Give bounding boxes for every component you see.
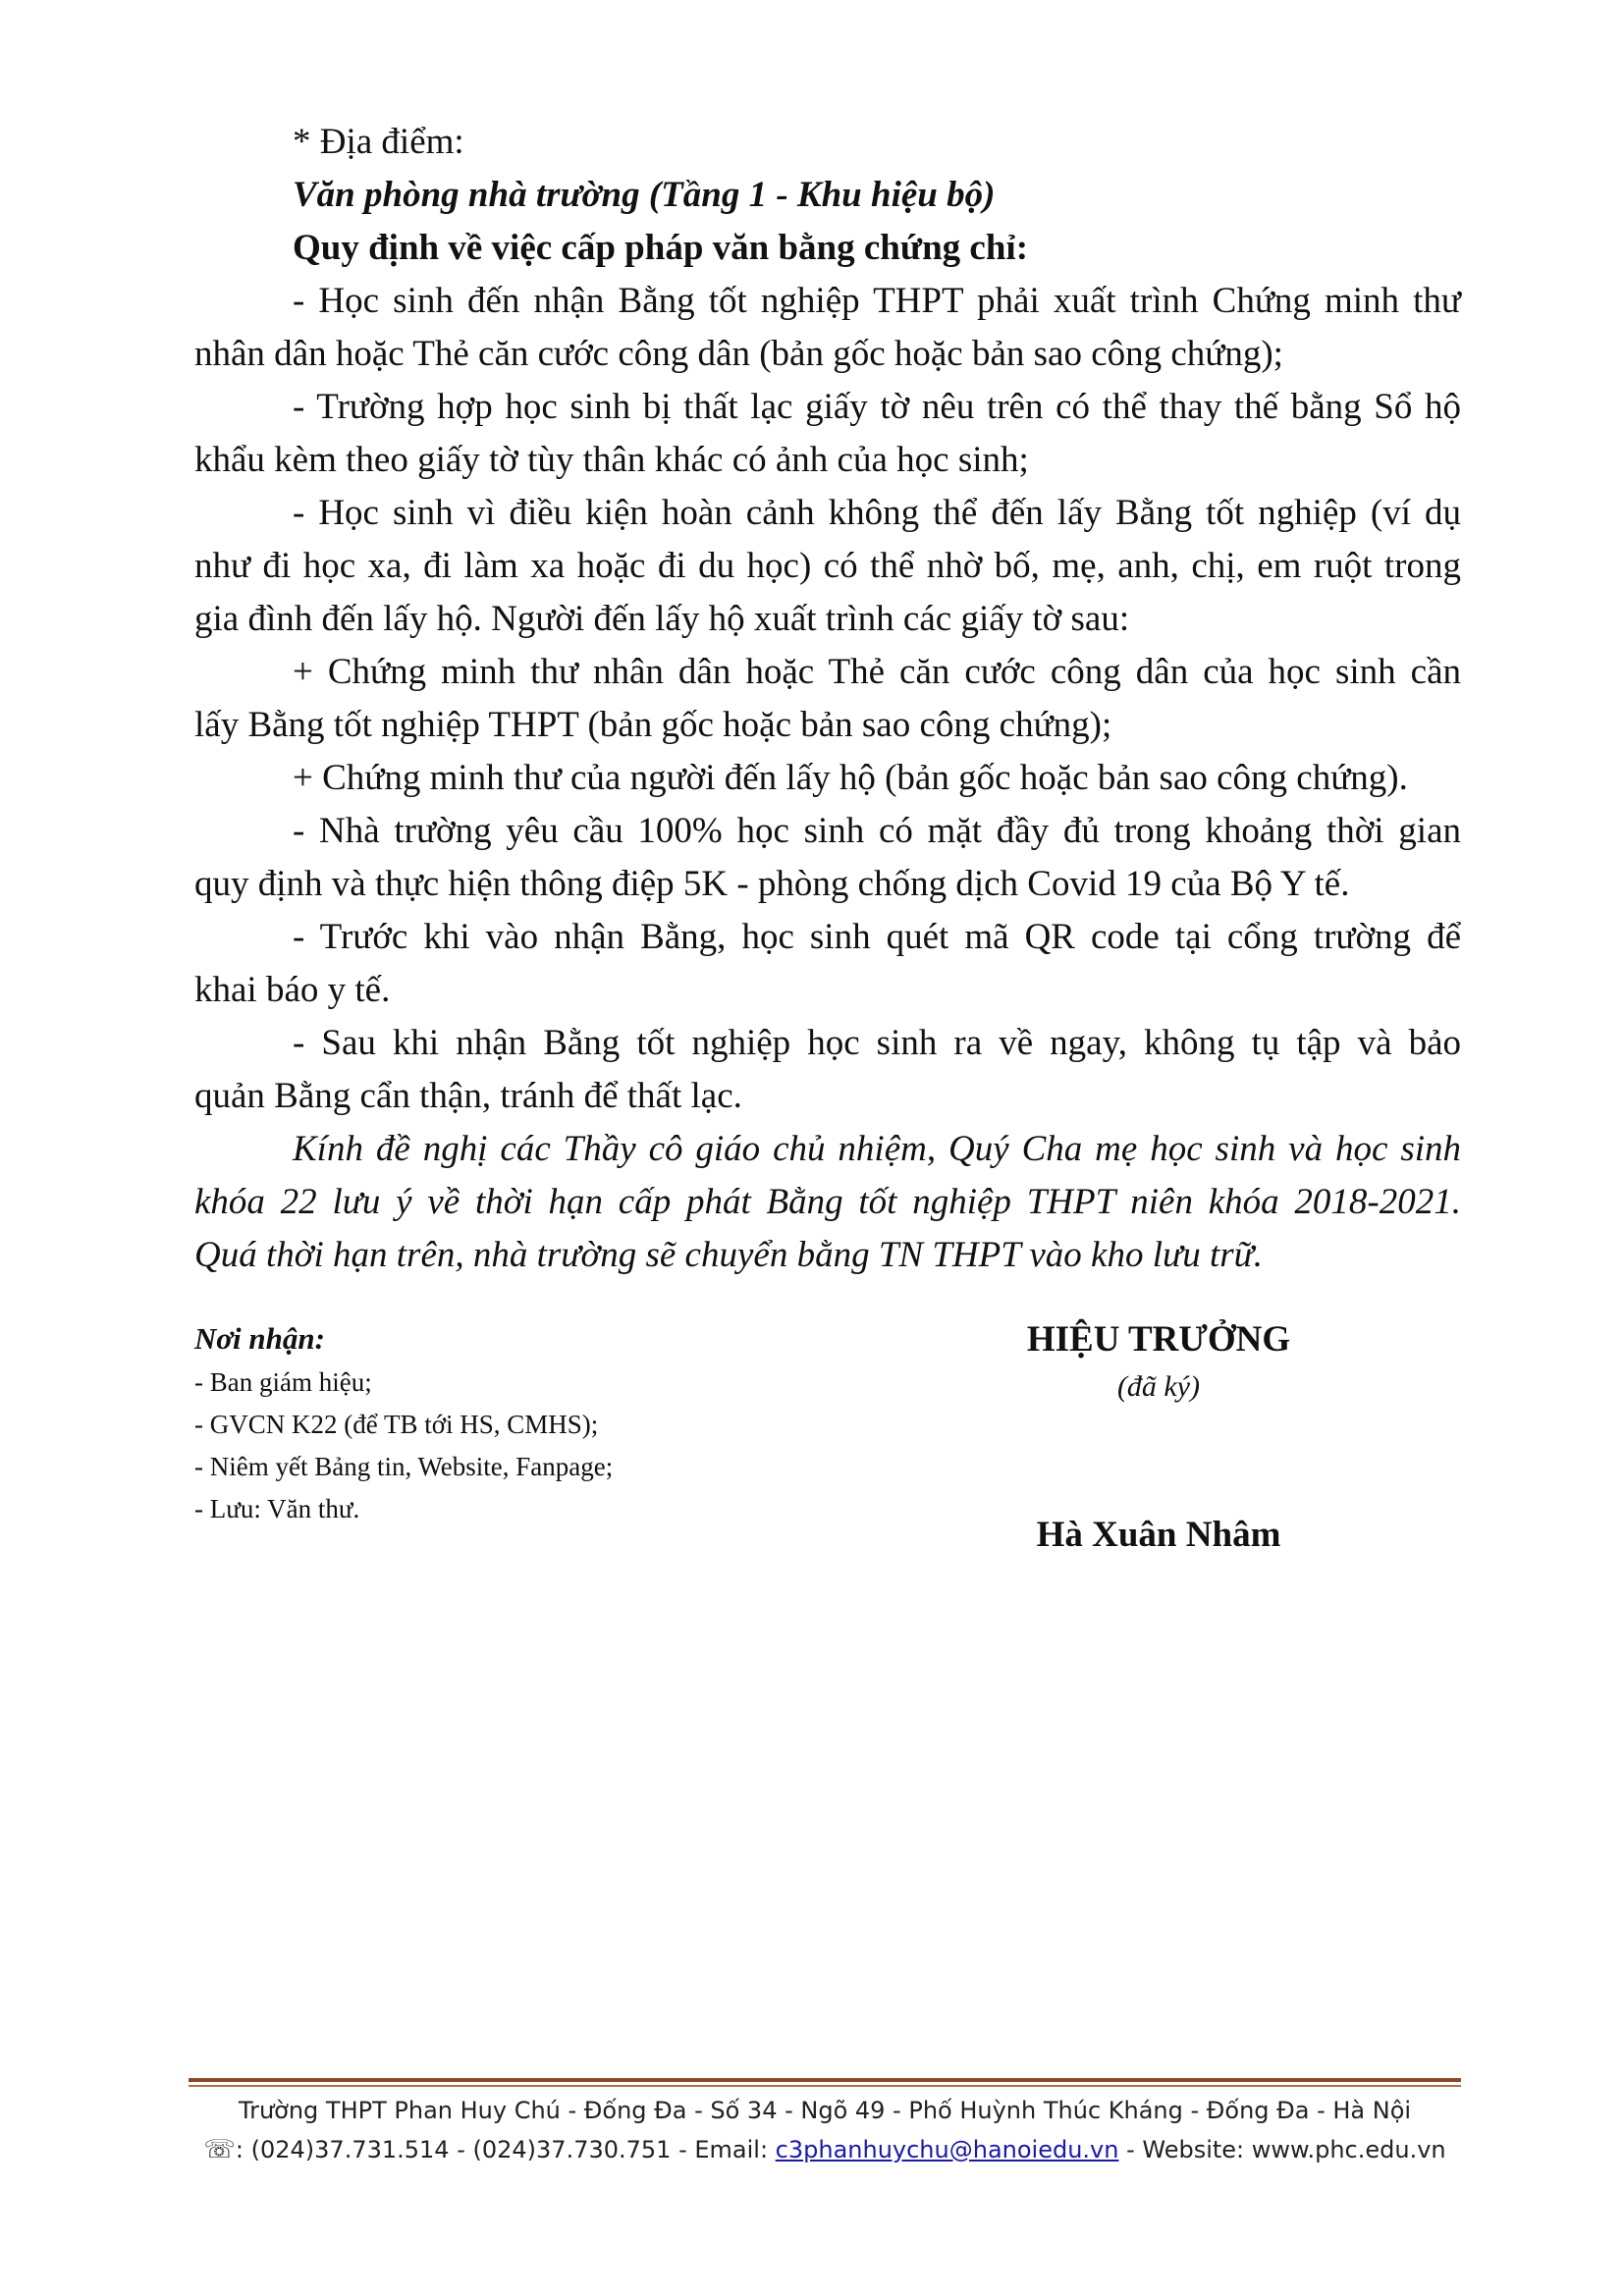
document-body xyxy=(194,116,1461,1282)
body-line: khẩu kèm theo giấy tờ tùy thân khác có ảnh của học sinh; xyxy=(194,440,1029,480)
body-line: - Trường hợp học sinh bị thất lạc giấy tờ nêu trên có thể thay thế bằng Sổ hộ xyxy=(293,387,1461,427)
email-link[interactable]: c3phanhuychu@hanoiedu.vn xyxy=(775,2136,1119,2163)
signer-name: Hà Xuân Nhâm xyxy=(1036,1515,1281,1555)
closing-line: Kính đề nghị các Thầy cô giáo chủ nhiệm, Quý Cha mẹ học sinh và học sinh xyxy=(293,1129,1461,1169)
body-line: - Trước khi vào nhận Bằng, học sinh quét mã QR code tại cổng trường để xyxy=(293,917,1461,957)
recipient-item: - Ban giám hiệu; xyxy=(194,1367,372,1397)
body-line: khai báo y tế. xyxy=(194,970,391,1010)
footer-contact-suffix: - Website: www.phc.edu.vn xyxy=(1118,2136,1446,2163)
signature-note: (đã ký) xyxy=(1116,1370,1201,1403)
location-label: * Địa điểm: xyxy=(293,122,464,162)
body-line: nhân dân hoặc Thẻ căn cước công dân (bản gốc hoặc bản sao công chứng); xyxy=(194,334,1283,374)
footer-address: Trường THPT Phan Huy Chú - Đống Đa - Số 34 - Ngõ 49 - Phố Huỳnh Thúc Kháng - Đống Đa - Hà Nội xyxy=(238,2097,1412,2124)
recipient-item: - Niêm yết Bảng tin, Website, Fanpage; xyxy=(194,1452,614,1481)
recipient-item: - GVCN K22 (để TB tới HS, CMHS); xyxy=(194,1410,599,1439)
closing-line: khóa 22 lưu ý về thời hạn cấp phát Bằng tốt nghiệp THPT niên khóa 2018-2021. xyxy=(194,1182,1461,1222)
body-line: + Chứng minh thư nhân dân hoặc Thẻ căn cước công dân của học sinh cần xyxy=(293,652,1461,692)
body-line: như đi học xa, đi làm xa hoặc đi du học) có thể nhờ bố, mẹ, anh, chị, em ruột trong xyxy=(194,546,1461,586)
footer-contact xyxy=(189,2130,1461,2169)
body-line: gia đình đến lấy hộ. Người đến lấy hộ xuất trình các giấy tờ sau: xyxy=(194,599,1130,639)
body-line: quy định và thực hiện thông điệp 5K - phòng chống dịch Covid 19 của Bộ Y tế. xyxy=(194,864,1350,904)
footer xyxy=(189,2091,1461,2169)
body-line: lấy Bằng tốt nghiệp THPT (bản gốc hoặc bản sao công chứng); xyxy=(194,705,1112,745)
body-line: + Chứng minh thư của người đến lấy hộ (bản gốc hoặc bản sao công chứng). xyxy=(293,758,1408,798)
closing-line: Quá thời hạn trên, nhà trường sẽ chuyển bằng TN THPT vào kho lưu trữ. xyxy=(194,1235,1264,1275)
footer-divider xyxy=(189,2078,1461,2082)
body-line: - Học sinh đến nhận Bằng tốt nghiệp THPT phải xuất trình Chứng minh thư xyxy=(293,281,1461,321)
body-line: - Sau khi nhận Bằng tốt nghiệp học sinh ra về ngay, không tụ tập và bảo xyxy=(293,1023,1461,1063)
footer-divider-thin xyxy=(189,2085,1461,2087)
recipients-heading: Nơi nhận: xyxy=(194,1321,325,1356)
location-value: Văn phòng nhà trường (Tầng 1 - Khu hiệu bộ) xyxy=(293,175,996,215)
recipient-item: - Lưu: Văn thư. xyxy=(194,1494,360,1523)
regulation-heading: Quy định về việc cấp pháp văn bằng chứng chỉ: xyxy=(293,228,1029,268)
phone-icon: ☏ xyxy=(203,2135,236,2164)
body-line: quản Bằng cẩn thận, tránh để thất lạc. xyxy=(194,1076,742,1116)
footer-contact-prefix: : (024)37.731.514 - (024)37.730.751 - Email: xyxy=(235,2136,776,2163)
body-line: - Nhà trường yêu cầu 100% học sinh có mặt đầy đủ trong khoảng thời gian xyxy=(293,811,1461,851)
body-line: - Học sinh vì điều kiện hoàn cảnh không thể đến lấy Bằng tốt nghiệp (ví dụ xyxy=(293,493,1461,533)
signature-block xyxy=(943,1315,1375,1556)
recipients-block xyxy=(194,1317,784,1530)
signature-title: HIỆU TRƯỞNG xyxy=(1026,1319,1291,1360)
